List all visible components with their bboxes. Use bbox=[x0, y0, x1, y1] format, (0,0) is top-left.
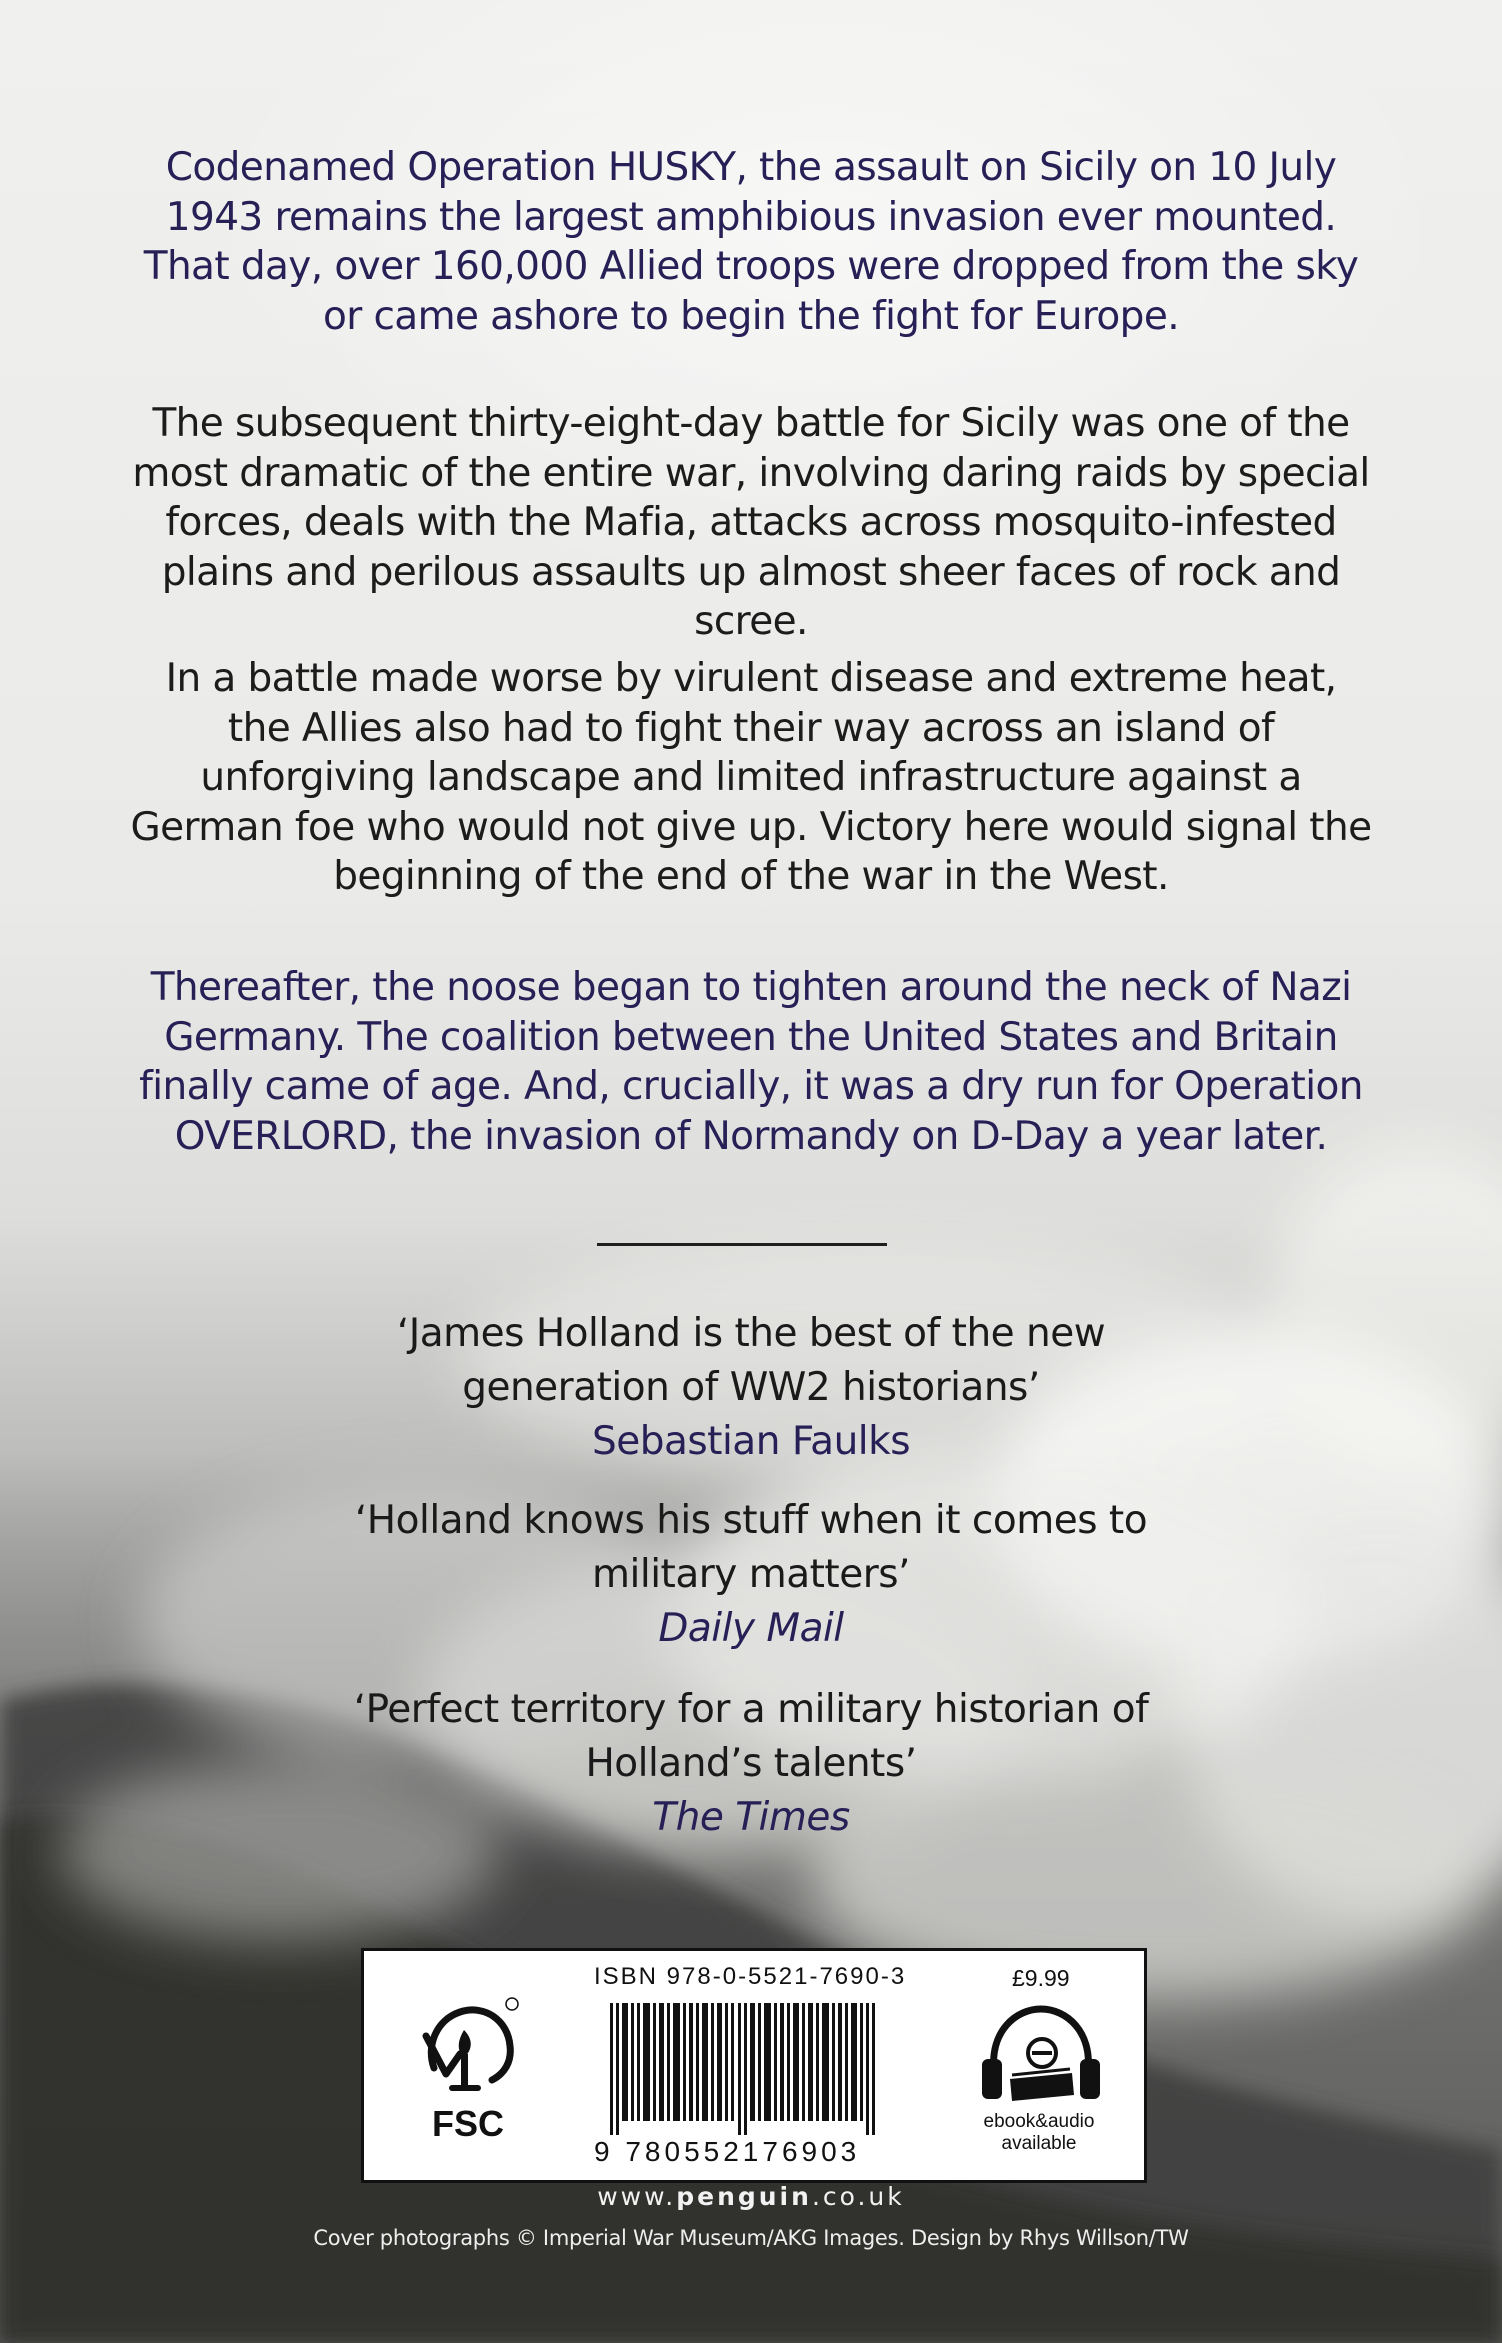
price: £9.99 bbox=[1012, 1965, 1070, 1991]
barcode-icon bbox=[584, 2003, 914, 2138]
ebook-label-line-2: available bbox=[1001, 2133, 1077, 2154]
ebook-label-line-1: ebook&audio bbox=[983, 2111, 1095, 2132]
review-quote-3 bbox=[330, 1683, 1172, 1845]
blurb-paragraph-3: In a battle made worse by virulent disease and extreme heat, the Allies also had to fight their way across an island of unforgiving landscape and limited infrastructure against a German foe who would not give up. Victory here would signal the beginning of the end of the war in the West. bbox=[130, 656, 1372, 899]
barcode-panel bbox=[361, 1948, 1147, 2183]
blurb-paragraph-4: Thereafter, the noose began to tighten around the neck of Nazi Germany. The coalition between the United States and Britain finally came of age. And, crucially, it was a dry run for Operation OVERLORD, the invasion of Normandy on D-Day a year later. bbox=[139, 965, 1363, 1159]
barcode-first-digit: 9 bbox=[594, 2136, 614, 2167]
quote-source: The Times bbox=[652, 1795, 850, 1840]
review-quote-2 bbox=[330, 1494, 1172, 1656]
publisher-website[interactable] bbox=[0, 2182, 1502, 2211]
cover-credits: Cover photographs © Imperial War Museum/AKG Images. Design by Rhys Willson/TW bbox=[313, 2226, 1189, 2250]
website-brand: penguin bbox=[676, 2182, 812, 2211]
review-quote-1 bbox=[330, 1307, 1172, 1469]
ebook-audio-headphones-icon bbox=[980, 2001, 1102, 2105]
barcode-digits bbox=[594, 2136, 904, 2168]
quote-text: ‘Holland knows his stuff when it comes to military matters’ bbox=[354, 1498, 1148, 1597]
quote-source: Sebastian Faulks bbox=[591, 1419, 911, 1464]
quote-text: ‘James Holland is the best of the new generation of WW2 historians’ bbox=[396, 1311, 1106, 1410]
fsc-tree-logo-icon bbox=[412, 1996, 524, 2146]
ebook-audio-label bbox=[964, 2111, 1114, 2155]
quote-source: Daily Mail bbox=[658, 1606, 844, 1651]
website-prefix: www. bbox=[597, 2182, 677, 2211]
blurb-paragraph-2: The subsequent thirty-eight-day battle for Sicily was one of the most dramatic of the entire war, involving daring raids by special forces, deals with the Mafia, attacks across mosquito-infested plains and perilous assaults up almost sheer faces of rock and scree. bbox=[132, 401, 1370, 644]
barcode-digit-string: 780552176903 bbox=[625, 2136, 861, 2167]
website-suffix: .co.uk bbox=[811, 2182, 905, 2211]
blurb-paragraph-1: Codenamed Operation HUSKY, the assault on Sicily on 10 July 1943 remains the largest amphibious invasion ever mounted. That day, over 160,000 Allied troops were dropped from the sky or came ashore to begin the fight for Europe. bbox=[143, 145, 1359, 339]
fsc-label: FSC bbox=[432, 2103, 504, 2144]
quote-text: ‘Perfect territory for a military historian of Holland’s talents’ bbox=[353, 1687, 1149, 1786]
isbn-text: ISBN 978-0-5521-7690-3 bbox=[594, 1963, 907, 1990]
section-divider bbox=[597, 1243, 887, 1246]
